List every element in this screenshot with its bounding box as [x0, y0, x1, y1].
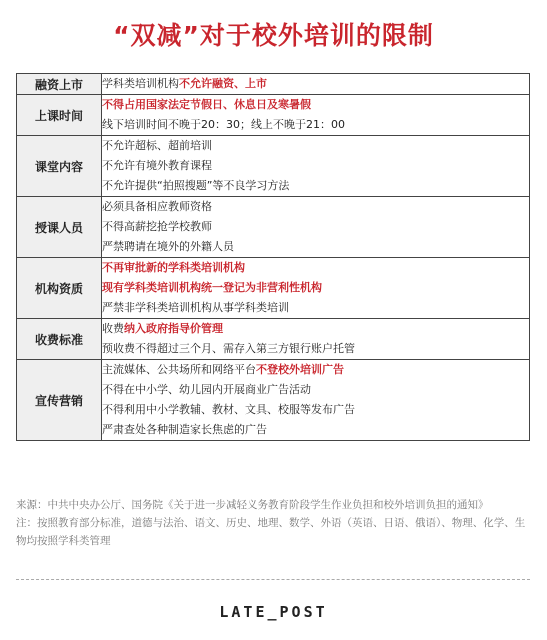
restrictions-table — [16, 73, 530, 441]
category-cell: 收费标准 — [17, 319, 102, 360]
source-notes — [16, 496, 530, 550]
restrictions-table-body — [17, 74, 530, 441]
table-row — [17, 360, 530, 441]
rule-text: 预收费不得超过三个月、需存入第三方银行账户托管 — [102, 342, 355, 355]
category-cell: 机构资质 — [17, 258, 102, 319]
rule-text: 不得高薪挖抢学校教师 — [102, 220, 212, 233]
content-cell — [102, 360, 530, 441]
highlighted-text: 不登校外培训广告 — [256, 363, 344, 376]
highlighted-text: 不允许融资、上市 — [179, 77, 267, 90]
rule-text: 不允许提供“拍照搜题”等不良学习方法 — [102, 179, 290, 192]
rule-line — [102, 74, 529, 94]
rule-line — [102, 217, 529, 237]
rule-text: 学科类培训机构 — [102, 77, 179, 90]
rule-line — [102, 115, 529, 135]
content-cell — [102, 95, 530, 136]
content-cell — [102, 258, 530, 319]
content-cell — [102, 319, 530, 360]
rule-line — [102, 339, 529, 359]
content-cell — [102, 74, 530, 95]
rule-text: 不允许有境外教育课程 — [102, 159, 212, 172]
highlighted-text: 不再审批新的学科类培训机构 — [102, 261, 245, 274]
rule-text: 严禁聘请在境外的外籍人员 — [102, 240, 234, 253]
rule-line — [102, 420, 529, 440]
rule-text: 主流媒体、公共场所和网络平台 — [102, 363, 256, 376]
dashed-divider — [16, 579, 530, 580]
content-cell — [102, 136, 530, 197]
rule-line — [102, 176, 529, 196]
rule-text: 线下培训时间不晚于20：30；线上不晚于21：00 — [102, 118, 345, 131]
rule-line — [102, 319, 529, 339]
rule-line — [102, 95, 529, 115]
rule-line — [102, 278, 529, 298]
category-cell: 课堂内容 — [17, 136, 102, 197]
rule-line — [102, 400, 529, 420]
category-cell: 融资上市 — [17, 74, 102, 95]
page-title: “双减”对于校外培训的限制 — [113, 21, 434, 50]
category-cell: 上课时间 — [17, 95, 102, 136]
table-row — [17, 95, 530, 136]
highlighted-text: 纳入政府指导价管理 — [124, 322, 223, 335]
rule-line — [102, 136, 529, 156]
rule-text: 不得利用中小学教辅、教材、文具、校服等发布广告 — [102, 403, 355, 416]
source-text: 来源：中共中央办公厅、国务院《关于进一步减轻义务教育阶段学生作业负担和校外培训负担的通知》 — [16, 499, 489, 511]
content-cell — [102, 197, 530, 258]
rule-text: 严肃查处各种制造家长焦虑的广告 — [102, 423, 267, 436]
highlighted-text: 不得占用国家法定节假日、休息日及寒暑假 — [102, 98, 311, 111]
table-row — [17, 319, 530, 360]
table-row — [17, 136, 530, 197]
rule-text: 严禁非学科类培训机构从事学科类培训 — [102, 301, 289, 314]
rule-line — [102, 156, 529, 176]
category-cell: 宣传营销 — [17, 360, 102, 441]
category-cell: 授课人员 — [17, 197, 102, 258]
rule-line — [102, 237, 529, 257]
rule-line — [102, 298, 529, 318]
table-row — [17, 258, 530, 319]
rule-line — [102, 380, 529, 400]
rule-line — [102, 258, 529, 278]
table-row — [17, 74, 530, 95]
note-text: 注：按照教育部分标准，道德与法治、语文、历史、地理、数学、外语（英语、日语、俄语）、物理、化学、生物均按照学科类管理 — [16, 517, 526, 547]
rule-text: 不得在中小学、幼儿园内开展商业广告活动 — [102, 383, 311, 396]
rule-line — [102, 360, 529, 380]
table-row — [17, 197, 530, 258]
rule-text: 不允许超标、超前培训 — [102, 139, 212, 152]
rule-line — [102, 197, 529, 217]
rule-text: 收费 — [102, 322, 124, 335]
latepost-logo: LATE_POST — [219, 603, 328, 621]
rule-text: 必须具备相应教师资格 — [102, 200, 212, 213]
highlighted-text: 现有学科类培训机构统一登记为非营利性机构 — [102, 281, 322, 294]
